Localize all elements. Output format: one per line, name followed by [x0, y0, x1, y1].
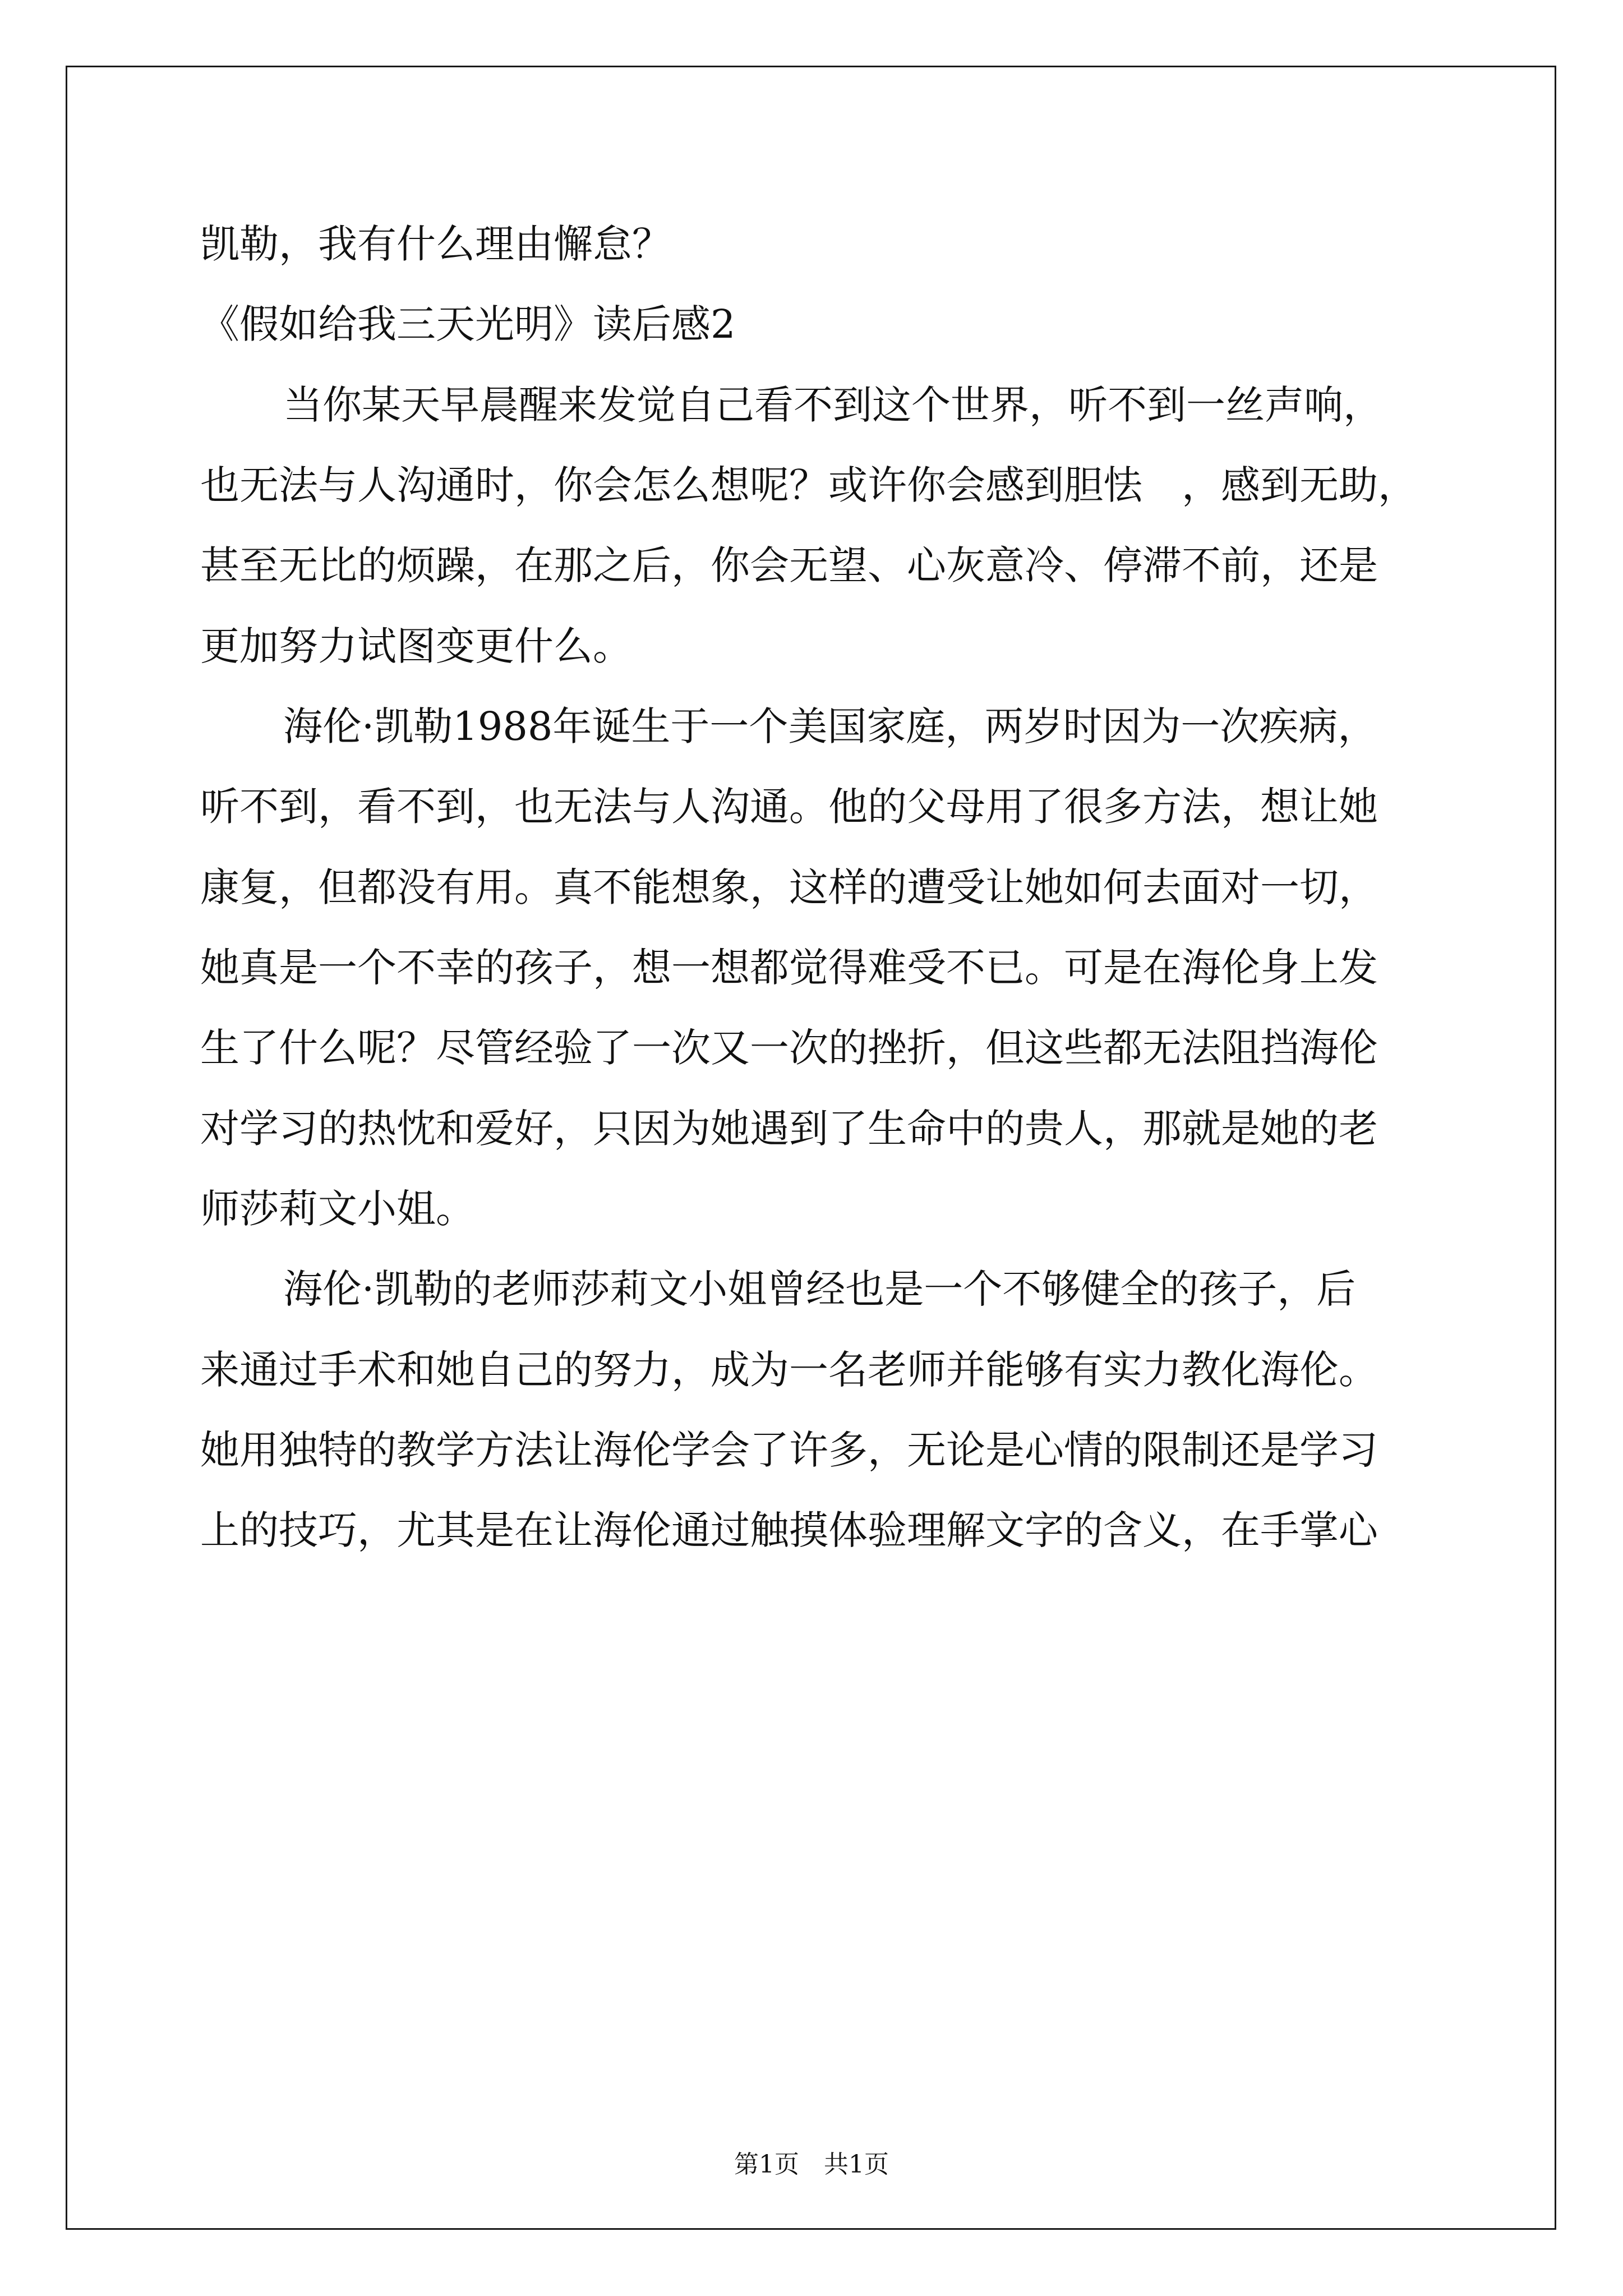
- text-line: 生了什么呢？尽管经验了一次又一次的挫折，但这些都无法阻挡海伦: [200, 1025, 1378, 1071]
- text-line: 海伦·凯勒1988年诞生于一个美国家庭，两岁时因为一次疾病，: [283, 703, 1377, 749]
- text-line: 凯勒，我有什么理由懈怠？: [200, 221, 671, 267]
- section-title: 《假如给我三天光明》读后感2: [200, 301, 736, 347]
- text-line: 康复，但都没有用。真不能想象，这样的遭受让她如何去面对一切，: [200, 864, 1378, 910]
- text-line: 师莎莉文小姐。: [200, 1186, 475, 1232]
- text-line: 海伦·凯勒的老师莎莉文小姐曾经也是一个不够健全的孩子，后: [283, 1266, 1356, 1312]
- text-line: 更加努力试图变更什么。: [200, 623, 632, 669]
- text-line: 她真是一个不幸的孩子，想一想都觉得难受不已。可是在海伦身上发: [200, 945, 1378, 991]
- text-line: 也无法与人沟通时，你会怎么想呢？或许你会感到胆怯 ，感到无助，: [200, 462, 1417, 508]
- text-line: 对学习的热忱和爱好，只因为她遇到了生命中的贵人，那就是她的老: [200, 1106, 1378, 1152]
- text-line: 甚至无比的烦躁，在那之后，你会无望、心灰意冷、停滞不前，还是: [200, 542, 1378, 588]
- page-number-footer: 第1页 共1页: [734, 2150, 889, 2179]
- text-line: 当你某天早晨醒来发觉自己看不到这个世界，听不到一丝声响，: [283, 382, 1382, 428]
- text-line: 她用独特的教学方法让海伦学会了许多，无论是心情的限制还是学习: [200, 1427, 1378, 1473]
- text-line: 听不到，看不到，也无法与人沟通。他的父母用了很多方法，想让她: [200, 784, 1378, 830]
- text-line: 上的技巧，尤其是在让海伦通过触摸体验理解文字的含义，在手掌心: [200, 1507, 1378, 1553]
- text-line: 来通过手术和她自己的努力，成为一名老师并能够有实力教化海伦。: [200, 1347, 1378, 1393]
